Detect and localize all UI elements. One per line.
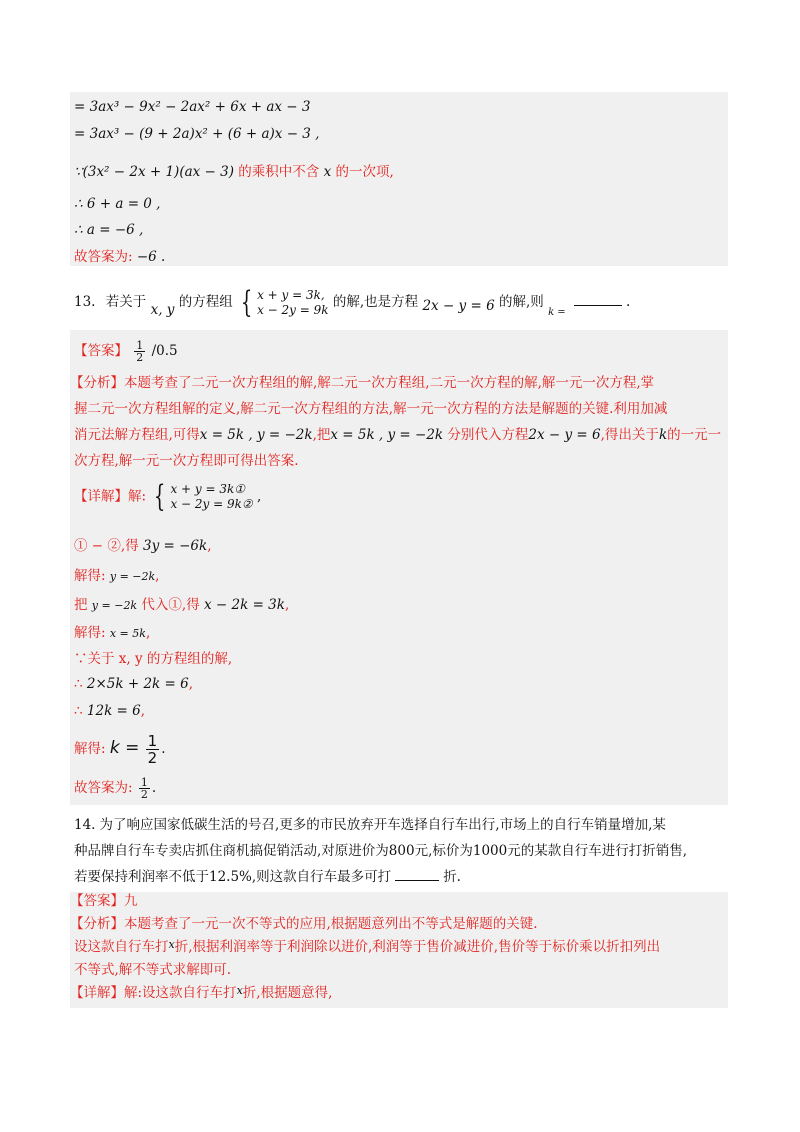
step-solve-y: 解得: y = −2k, [74, 568, 160, 584]
detail-13-system: 【详解】解: { x + y = 3k① x − 2y = 9k② , [74, 479, 262, 514]
answer-blank-14 [395, 868, 439, 881]
answer-13: 【答案】 $\frac{1}{2}$ /0.5 [74, 339, 178, 364]
step-substitute-k: ∴ 2×5k + 2k = 6, [74, 676, 194, 692]
step-since: ∵关于 x, y 的方程组的解, [74, 651, 233, 667]
step-solve-x: 解得: x = 5k, [74, 625, 151, 641]
question-14: 14. 为了响应国家低碳生活的号召,更多的市民放弃开车选择自行车出行,市场上的自行车销量增加,某 种品牌自行车专卖店抓住商机搞促销活动,对原进价为800元,标价为1000元的某款自行车进行打折销售, 若要保持利润率不低于12.5%,则这款自行车最多可打 折. [74, 817, 688, 885]
step-substitute: 把 y = −2k 代入①,得 x − 2k = 3k, [74, 597, 290, 613]
step-12k: ∴ 12k = 6, [74, 703, 146, 719]
condition-line: ∵(3x² − 2x + 1)(ax − 3) 的乘积中不含 x 的一次项, [74, 164, 394, 180]
equation-system: { x + y = 3k, x − 2y = 9k [240, 284, 329, 320]
expansion-line-2: = 3ax³ − (9 + 2a)x² + (6 + a)x − 3 , [74, 126, 320, 142]
equation-line-b: ∴ a = −6 , [74, 222, 144, 238]
solution-14: 【答案】九 【分析】本题考查了一元一次不等式的应用,根据题意列出不等式是解题的关键. 设这款自行车打$^x$折,根据利润率等于利润除以进价,利润等于售价减进价,售价等于标价乘以折扣列出 不等式,解不等式求解即可. 【详解】解:设这款自行车打$^x$折,根据题意得, [70, 893, 661, 1001]
step-subtract: ① − ②,得 3y = −6k, [74, 538, 212, 554]
question-13: 13. 若关于 x, y 的方程组 { x + y = 3k, x − 2y = 9k 的解,也是方程 2x − y = 6 的解,则 $_{k =}$ . [74, 284, 631, 320]
step-solve-k: 解得: k = $\frac{1}{2}$ . [74, 732, 166, 767]
expansion-line-1: = 3ax³ − 9x² − 2ax² + 6x + ax − 3 [74, 99, 311, 115]
answer-fraction: $\frac{1}{2}$ [136, 339, 144, 364]
answer-line-prev: 故答案为: −6 . [74, 249, 166, 265]
equation-line-a: ∴ 6 + a = 0 , [74, 196, 161, 212]
answer-line-13: 故答案为: $\frac{1}{2}$ . [74, 776, 157, 801]
answer-blank-13 [574, 293, 622, 306]
analysis-13: 【分析】本题考查了二元一次方程组的解,解二元一次方程组,二元一次方程的解,解一元一次方程,掌 握二元一次方程组解的定义,解二元一次方程组的方法,解一元一次方程的方法是解题的关键.利用加减 消元法解方程组,可得x = 5k , y = −2k,把x = 5k , y = −2k 分别代入方程2x − y = 6,得出关于k的一元一 次方程,解一元一次方程即可得出答案. [70, 375, 722, 469]
